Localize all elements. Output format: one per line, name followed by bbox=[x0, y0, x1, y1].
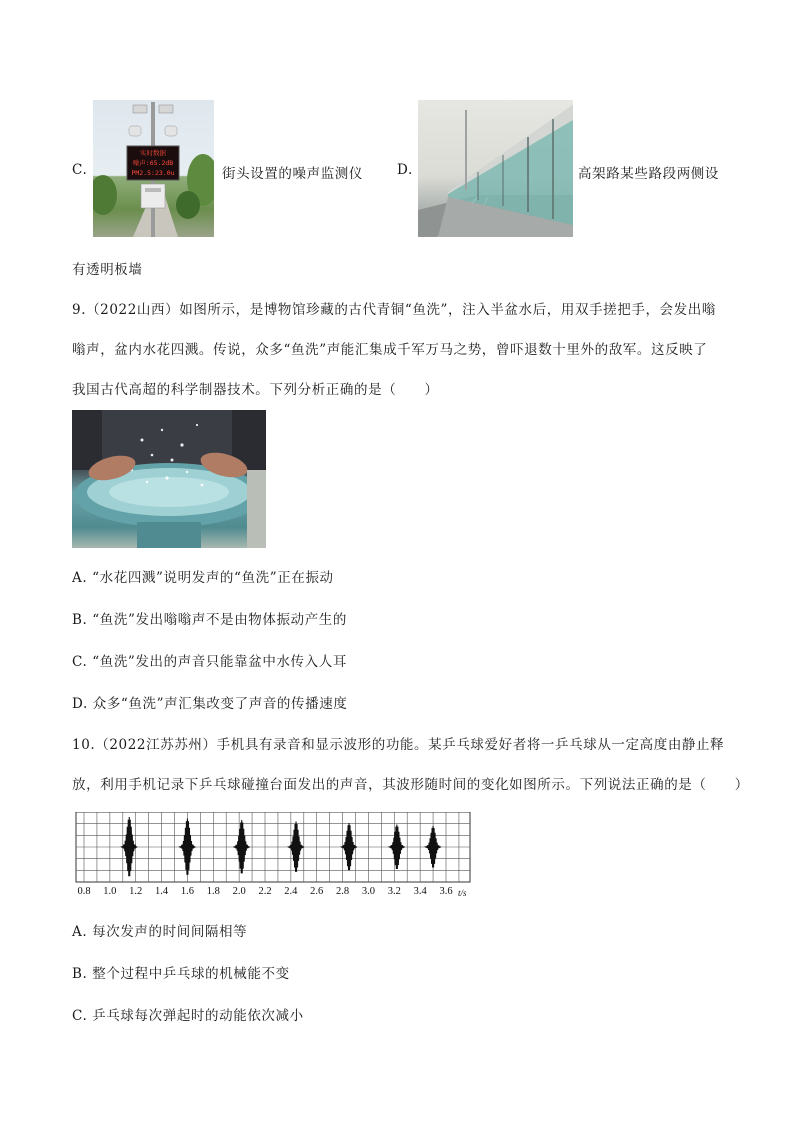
q9-option-a: A. “水花四溅”说明发声的“鱼洗”正在振动 bbox=[72, 570, 334, 586]
x-tick-label: 3.6 bbox=[439, 886, 453, 897]
x-tick-label: 1.4 bbox=[155, 886, 169, 897]
q10-option-c: C. 乒乓球每次弹起时的动能依次减小 bbox=[72, 1008, 304, 1024]
q8-option-d-text: 高架路某些路段两侧设 bbox=[578, 166, 719, 182]
monitor-line-1: 实时数据 bbox=[140, 149, 166, 157]
q8-option-d-text-cont: 有透明板墙 bbox=[72, 262, 143, 278]
q10-stem-line-1: 10.（2022江苏苏州）手机具有录音和显示波形的功能。某乒乓球爱好者将一乒乓球从一定高度由静止释 bbox=[72, 737, 725, 753]
fish-basin-photo bbox=[72, 410, 266, 548]
monitor-line-3: PM2.5:23.0u bbox=[131, 169, 175, 177]
waveform-svg bbox=[72, 812, 474, 902]
q8-option-c-text: 街头设置的噪声监测仪 bbox=[222, 166, 363, 182]
x-tick-label: 3.0 bbox=[361, 886, 375, 897]
x-tick-label: 1.0 bbox=[103, 886, 117, 897]
q9-stem-line-2: 嗡声，盆内水花四溅。传说，众多“鱼洗”声能汇集成千军万马之势，曾吓退数十里外的敌军。这反映了 bbox=[72, 342, 708, 358]
q9-option-d: D. 众多“鱼洗”声汇集改变了声音的传播速度 bbox=[72, 696, 348, 712]
x-tick-label: 0.8 bbox=[77, 886, 91, 897]
x-tick-label: 3.4 bbox=[413, 886, 427, 897]
x-tick-label: 2.2 bbox=[258, 886, 272, 897]
x-tick-label: 2.0 bbox=[232, 886, 246, 897]
x-tick-label: 1.8 bbox=[206, 886, 220, 897]
monitor-display bbox=[128, 148, 178, 178]
q9-option-c: C. “鱼洗”发出的声音只能靠盆中水传入人耳 bbox=[72, 654, 347, 670]
q10-stem-line-2: 放，利用手机记录下乒乓球碰撞台面发出的声音，其波形随时间的变化如图所示。下列说法正确的是（ ） bbox=[72, 777, 749, 793]
x-tick-label: 2.4 bbox=[284, 886, 298, 897]
q9-option-b: B. “鱼洗”发出嗡嗡声不是由物体振动产生的 bbox=[72, 612, 348, 628]
q8-option-c-letter: C. bbox=[72, 162, 88, 178]
x-tick-label: 2.8 bbox=[336, 886, 350, 897]
x-tick-label: 2.6 bbox=[310, 886, 324, 897]
x-tick-label: 1.6 bbox=[180, 886, 194, 897]
waveform-chart bbox=[72, 812, 474, 902]
q10-option-b: B. 整个过程中乒乓球的机械能不变 bbox=[72, 966, 290, 982]
monitor-line-2: 噪声:65.2dB bbox=[132, 159, 174, 167]
x-tick-label: 1.2 bbox=[129, 886, 143, 897]
x-axis-label: t/s bbox=[458, 888, 467, 898]
q10-option-a: A. 每次发声的时间间隔相等 bbox=[72, 924, 248, 940]
noise-monitor-photo bbox=[93, 100, 214, 237]
q9-stem-line-3: 我国古代高超的科学制器技术。下列分析正确的是（ ） bbox=[72, 382, 439, 398]
q8-option-d-letter: D. bbox=[397, 162, 413, 178]
q9-stem-line-1: 9.（2022山西）如图所示，是博物馆珍藏的古代青铜“鱼洗”，注入半盆水后，用双手搓把手，会发出嗡 bbox=[72, 302, 716, 318]
x-tick-label: 3.2 bbox=[387, 886, 401, 897]
elevated-road-barrier-photo bbox=[418, 100, 573, 237]
